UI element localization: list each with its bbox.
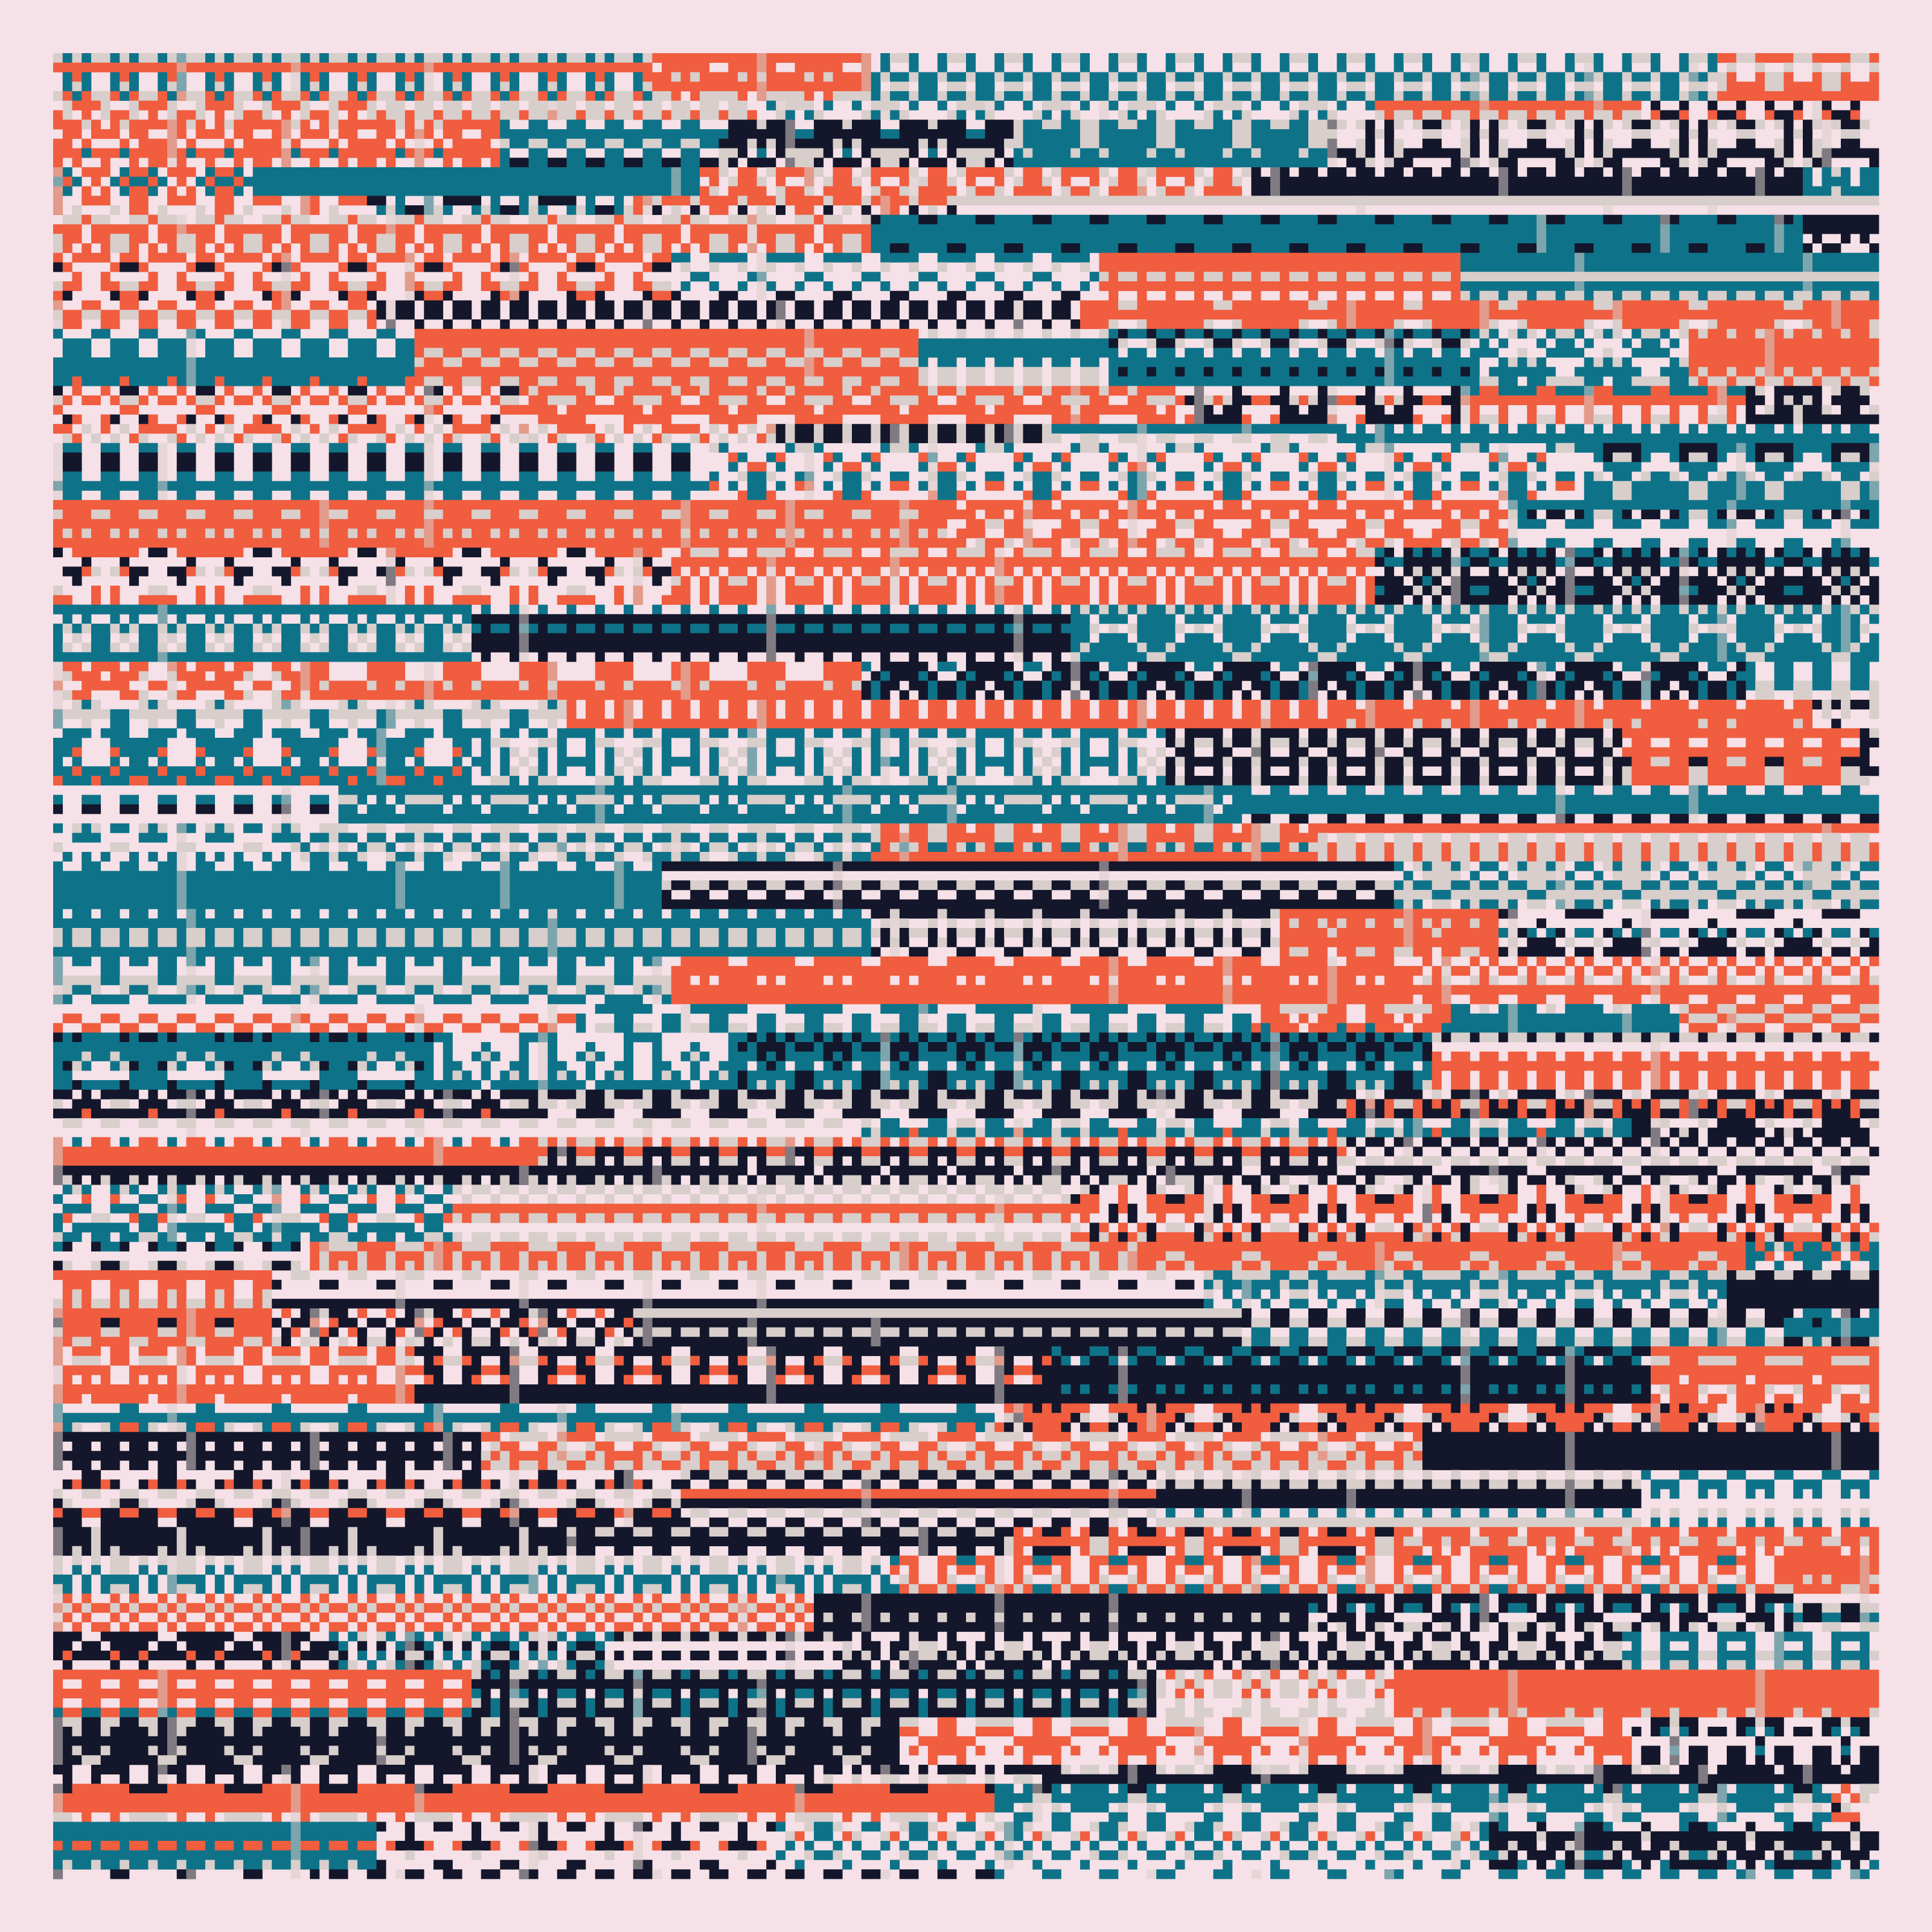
pattern-band [53, 1527, 1879, 1556]
pattern-band [53, 862, 1879, 909]
pattern-band [53, 605, 1879, 662]
pattern-band [53, 662, 1879, 700]
pattern-band [53, 1185, 1879, 1242]
pattern-band [53, 1765, 1879, 1784]
pattern-band [53, 1242, 1879, 1271]
pattern-band [53, 1670, 1879, 1718]
pattern-band [53, 824, 1879, 862]
pattern-band [53, 1032, 1879, 1090]
